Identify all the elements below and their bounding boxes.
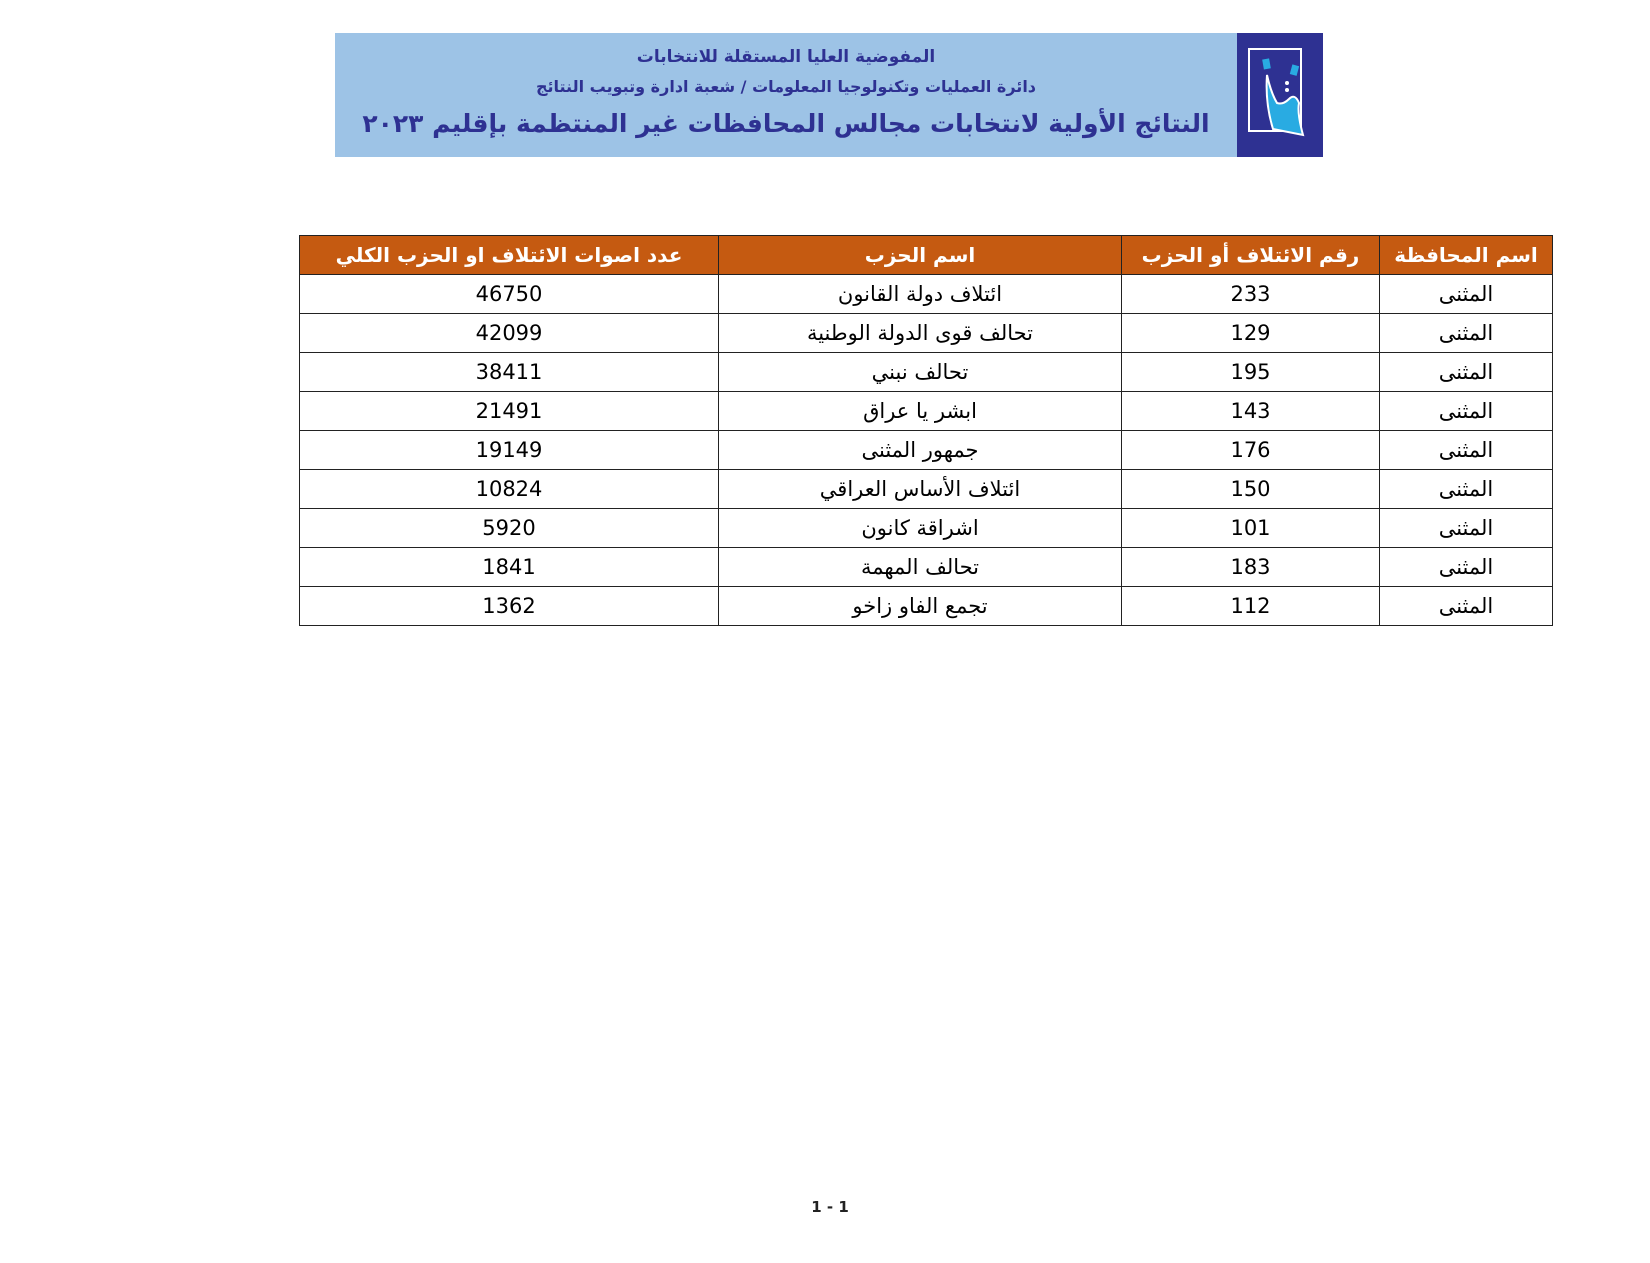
governorate-cell: المثنى (1380, 548, 1553, 587)
total-votes-cell: 21491 (300, 392, 719, 431)
total-votes-cell: 46750 (300, 275, 719, 314)
table-row (300, 353, 1553, 392)
commission-name: المفوضية العليا المستقلة للانتخابات (636, 47, 936, 67)
page-number: 1 - 1 (811, 1198, 849, 1216)
ihec-logo-icon (1237, 33, 1323, 157)
total-votes-cell: 1841 (300, 548, 719, 587)
table-row (300, 509, 1553, 548)
column-header-total-votes: عدد اصوات الائتلاف او الحزب الكلي (300, 236, 719, 275)
party-number-cell: 143 (1122, 392, 1380, 431)
column-header-party-number: رقم الائتلاف أو الحزب (1122, 236, 1380, 275)
table-row (300, 392, 1553, 431)
department-name: دائرة العمليات وتكنولوجيا المعلومات / شعبة ادارة وتبويب النتائج (535, 77, 1037, 96)
party-number-cell: 129 (1122, 314, 1380, 353)
total-votes-cell: 1362 (300, 587, 719, 626)
total-votes-cell: 10824 (300, 470, 719, 509)
results-table (299, 235, 1553, 626)
party-number-cell: 112 (1122, 587, 1380, 626)
governorate-cell: المثنى (1380, 470, 1553, 509)
table-row (300, 314, 1553, 353)
party-number-cell: 101 (1122, 509, 1380, 548)
governorate-cell: المثنى (1380, 275, 1553, 314)
total-votes-cell: 5920 (300, 509, 719, 548)
document-title: النتائج الأولية لانتخابات مجالس المحافظات غير المنتظمة بإقليم ٢٠٢٣ (362, 109, 1210, 138)
party-number-cell: 233 (1122, 275, 1380, 314)
table-row (300, 275, 1553, 314)
governorate-cell: المثنى (1380, 587, 1553, 626)
governorate-cell: المثنى (1380, 392, 1553, 431)
party-name-cell: جمهور المثنى (719, 431, 1122, 470)
party-number-cell: 150 (1122, 470, 1380, 509)
party-name-cell: اشراقة كانون (719, 509, 1122, 548)
party-name-cell: ائتلاف الأساس العراقي (719, 470, 1122, 509)
party-name-cell: تحالف المهمة (719, 548, 1122, 587)
total-votes-cell: 42099 (300, 314, 719, 353)
party-number-cell: 176 (1122, 431, 1380, 470)
total-votes-cell: 19149 (300, 431, 719, 470)
party-name-cell: ائتلاف دولة القانون (719, 275, 1122, 314)
party-name-cell: تجمع الفاو زاخو (719, 587, 1122, 626)
party-name-cell: تحالف قوى الدولة الوطنية (719, 314, 1122, 353)
governorate-cell: المثنى (1380, 353, 1553, 392)
table-row (300, 587, 1553, 626)
table-header-row (300, 236, 1553, 275)
party-name-cell: تحالف نبني (719, 353, 1122, 392)
header-banner (335, 33, 1237, 157)
party-number-cell: 183 (1122, 548, 1380, 587)
table-row (300, 431, 1553, 470)
table-row (300, 548, 1553, 587)
table-row (300, 470, 1553, 509)
total-votes-cell: 38411 (300, 353, 719, 392)
governorate-cell: المثنى (1380, 314, 1553, 353)
governorate-cell: المثنى (1380, 431, 1553, 470)
column-header-party-name: اسم الحزب (719, 236, 1122, 275)
column-header-governorate: اسم المحافظة (1380, 236, 1553, 275)
governorate-cell: المثنى (1380, 509, 1553, 548)
party-name-cell: ابشر يا عراق (719, 392, 1122, 431)
party-number-cell: 195 (1122, 353, 1380, 392)
